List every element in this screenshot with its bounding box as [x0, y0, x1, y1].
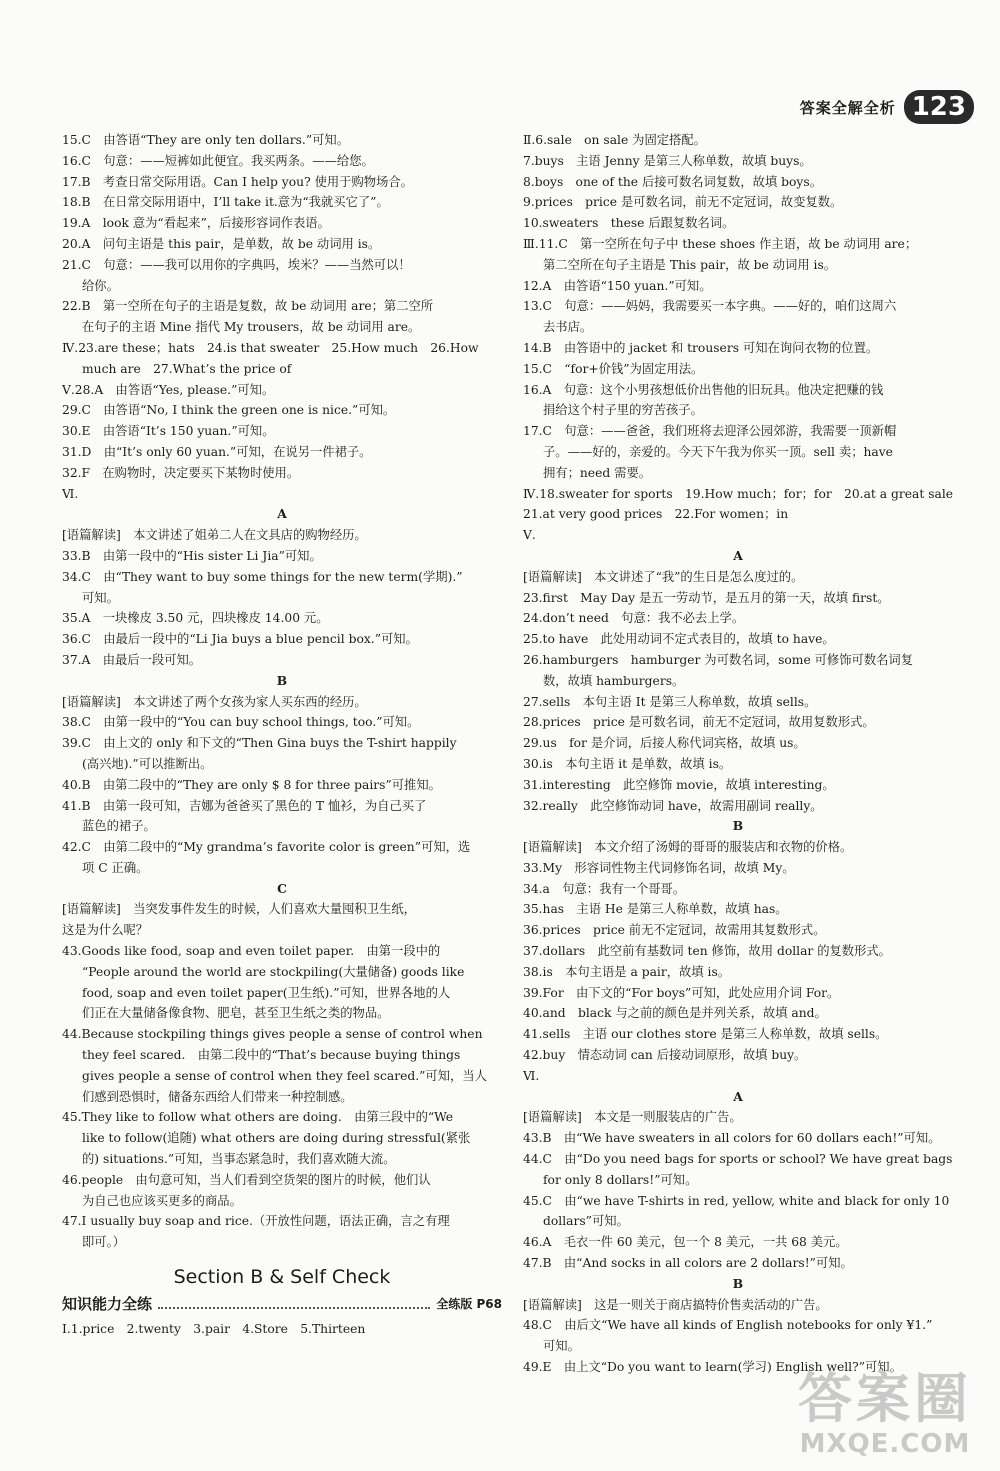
answer-line: 12.A 由答语“150 yuan.”可知。	[523, 278, 712, 293]
answer-line: like to follow(追随) what others are doing during stressful(紧张	[82, 1131, 471, 1146]
answer-line: 39.C 由上文的 only 和下文的“Then Gina buys the T-shirt happily	[62, 736, 457, 751]
answer-line: 35.A 一块橡皮 3.50 元，四块橡皮 14.00 元。	[62, 611, 329, 626]
answer-line: Ⅴ.28.A 由答语“Yes, please.”可知。	[62, 382, 275, 397]
page-header	[800, 90, 974, 124]
answer-line: 34.C 由“They want to buy some things for the new term(学期).”	[62, 569, 463, 584]
answer-line: 33.B 由第一段中的“His sister Li Jia”可知。	[62, 548, 322, 563]
answer-line: they feel scared. 由第二段中的“That’s because buying things	[82, 1048, 461, 1063]
answer-line: 28.prices price 是可数名词，前无不定冠词，故用复数形式。	[523, 715, 875, 730]
practice-page-ref: 全练版 P68	[436, 1296, 502, 1311]
answer-line: 42.C 由第二段中的“My grandma’s favorite color is green”可知，选	[62, 840, 471, 855]
answer-line: 32.really 此空修饰动词 have，故需用副词 really。	[523, 798, 823, 813]
answer-line: 项 C 正确。	[82, 860, 149, 875]
answer-line: 30.is 本句主语 it 是单数，故填 is。	[523, 756, 732, 771]
answer-line: 40.B 由第二段中的“They are only $ 8 for three pairs”可推知。	[62, 777, 441, 792]
answer-line: 在句子的主语 Mine 指代 My trousers，故 be 动词用 are。	[82, 320, 421, 335]
answer-line: B	[732, 818, 744, 834]
answer-line: [语篇解读] 这是一则关于商店搞特价售卖活动的广告。	[523, 1297, 828, 1312]
answer-line: A	[733, 547, 743, 563]
left-answer-list	[62, 130, 502, 1253]
answer-line: 们感到恐惧时，储备东西给人们带来一种控制感。	[82, 1089, 353, 1104]
answer-line: 数，故填 hamburgers。	[543, 673, 685, 688]
answer-line: gives people a sense of control when they feel scared.”可知，当人	[82, 1068, 487, 1083]
answer-line: 38.is 本句主语是 a pair，故填 is。	[523, 964, 731, 979]
answer-line: 46.people 由句意可知，当人们看到空货架的图片的时候，他们认	[62, 1172, 431, 1187]
answer-line: 9.prices price 是可数名词，前无不定冠词，故变复数。	[523, 195, 843, 210]
answer-line: 14.B 由答语中的 jacket 和 trousers 可知在询问衣物的位置。	[523, 340, 879, 355]
answer-line: 拥有；need 需要。	[543, 465, 652, 480]
dotted-leader	[158, 1299, 430, 1309]
answer-line: B	[732, 1275, 744, 1291]
answer-line: 33.My 形容词性物主代词修饰名词，故填 My。	[523, 860, 795, 875]
answer-line: [语篇解读] 本文介绍了汤姆的哥哥的服装店和衣物的价格。	[523, 840, 853, 855]
answer-line: C	[277, 880, 287, 896]
answer-line: 18.B 在日常交际用语中，I’ll take it.意为“我就买它了”。	[62, 195, 389, 210]
answer-line: 49.E 由上文“Do you want to learn(学习) English well?”可知。	[523, 1360, 902, 1375]
answer-line: 31.interesting 此空修饰 movie，故填 interesting。	[523, 777, 835, 792]
left-column	[62, 130, 502, 1339]
watermark-url: MXQE.COM	[799, 1429, 971, 1459]
answer-line: 们正在大量储备像食物、肥皂，甚至卫生纸之类的物品。	[82, 1006, 390, 1021]
answer-line: 27.sells 本句主语 It 是第三人称单数，故填 sells。	[523, 694, 817, 709]
answer-line: “People around the world are stockpiling(大量储备) goods like	[82, 964, 465, 979]
answer-line: 24.don’t need 句意：我不必去上学。	[523, 611, 745, 626]
answer-line: Ⅳ.18.sweater for sports 19.How much；for；for 20.at a great sale	[523, 486, 953, 501]
answer-line: 29.us for 是介词，后接人称代词宾格，故填 us。	[523, 736, 806, 751]
answer-line: 41.sells 主语 our clothes store 是第三人称单数，故填 sells。	[523, 1027, 888, 1042]
answer-line: 46.A 毛衣一件 60 美元，包一个 8 美元，一共 68 美元。	[523, 1235, 848, 1250]
answer-line: 16.C 句意：——短裤如此便宜。我买两条。——给您。	[62, 153, 374, 168]
answer-line: 23.first May Day 是五一劳动节，是五月的第一天，故填 first。	[523, 590, 890, 605]
answer-line: 蓝色的裙子。	[82, 819, 156, 834]
answer-line: 给你。	[82, 278, 119, 293]
answer-line: 21.at very good prices 22.For women；in	[523, 507, 789, 522]
answer-line: Ⅲ.11.C 第一空所在句子中 these shoes 作主语，故 be 动词用 are；	[523, 236, 918, 251]
answer-line: 48.C 由后文“We have all kinds of English notebooks for only ¥1.”	[523, 1318, 933, 1333]
answer-line: 17.B 考查日常交际用语。Can I help you? 使用于购物场合。	[62, 174, 413, 189]
right-column	[523, 130, 953, 1378]
watermark-logo: 答案圈	[798, 1367, 972, 1430]
answer-line: 22.B 第一空所在句子的主语是复数，故 be 动词用 are；第二空所	[62, 299, 434, 314]
answer-line: 为自己也应该买更多的商品。	[82, 1193, 242, 1208]
answer-line: [语篇解读] 本文讲述了姐弟二人在文具店的购物经历。	[62, 528, 367, 543]
answer-line: B	[276, 672, 288, 688]
practice-label: 知识能力全练	[62, 1294, 153, 1313]
answer-line: 35.has 主语 He 是第三人称单数，故填 has。	[523, 902, 788, 917]
answer-line: 20.A 问句主语是 this pair，是单数，故 be 动词用 is。	[62, 236, 381, 251]
answer-line: 42.buy 情态动词 can 后接动词原形，故填 buy。	[523, 1048, 807, 1063]
answer-line: 44.C 由“Do you need bags for sports or school? We have great bags	[523, 1152, 953, 1167]
answer-line: Ⅵ.	[62, 486, 79, 501]
answer-line: 去书店。	[543, 320, 593, 335]
answer-line: 45.C 由“we have T-shirts in red, yellow, white and black for only 10	[523, 1193, 950, 1208]
answer-line: food, soap and even toilet paper(卫生纸).”可知，世界各地的人	[82, 985, 451, 1000]
answer-line: 32.F 在购物时，决定要买下某物时使用。	[62, 465, 300, 480]
answer-line: 8.boys one of the 后接可数名词复数，故填 boys。	[523, 174, 822, 189]
answer-line: 17.C 句意：——爸爸，我们班将去迎泽公园郊游，我需要一顶新帽	[523, 424, 897, 439]
section-answers: Ⅰ.1.price 2.twenty 3.pair 4.Store 5.Thirteen	[62, 1321, 366, 1336]
watermark	[798, 1369, 972, 1459]
answer-line: 第二空所在句子主语是 This pair，故 be 动词用 is。	[543, 257, 837, 272]
answer-line: 21.C 句意：——我可以用你的字典吗，埃米？——当然可以！	[62, 257, 411, 272]
answer-line: Ⅴ.	[523, 528, 536, 543]
answer-line: 39.For 由下文的“For boys”可知，此处应用介词 For。	[523, 985, 840, 1000]
answer-line: 37.A 由最后一段可知。	[62, 652, 202, 667]
answer-line: dollars”可知。	[543, 1214, 629, 1229]
answer-line: 子。——好的，亲爱的。今天下午我为你买一顶。sell 卖；have	[543, 444, 893, 459]
answer-line: 29.C 由答语“No, I think the green one is nice.”可知。	[62, 403, 396, 418]
answer-line: 43.Goods like food, soap and even toilet paper. 由第一段中的	[62, 944, 441, 959]
answer-line: 16.A 句意：这个小男孩想低价出售他的旧玩具。他决定把赚的钱	[523, 382, 884, 397]
answer-line: A	[277, 506, 287, 522]
answer-line: 37.dollars 此空前有基数词 ten 修饰，故用 dollar 的复数形式。	[523, 944, 891, 959]
answer-line: Ⅳ.23.are these；hats 24.is that sweater 25.How much 26.How	[62, 340, 479, 355]
answer-line: 30.E 由答语“It’s 150 yuan.”可知。	[62, 424, 275, 439]
answer-line: 36.C 由最后一段中的“Li Jia buys a blue pencil box.”可知。	[62, 632, 418, 647]
answer-line: 25.to have 此处用动词不定式表目的，故填 to have。	[523, 632, 835, 647]
answer-line: Ⅵ.	[523, 1068, 540, 1083]
answer-line: [语篇解读] 当突发事件发生的时候，人们喜欢大量囤积卫生纸，	[62, 902, 416, 917]
answer-line: 47.B 由“And socks in all colors are 2 dollars!”可知。	[523, 1256, 853, 1271]
answer-line: 15.C 由答语“They are only ten dollars.”可知。	[62, 133, 349, 147]
answer-line: much are 27.What’s the price of	[82, 361, 292, 376]
answer-line: 15.C “for+价钱”为固定用法。	[523, 361, 704, 376]
answer-line: 38.C 由第一段中的“You can buy school things, too.”可知。	[62, 715, 420, 730]
answer-line: 36.prices price 前无不定冠词，故需用其复数形式。	[523, 923, 826, 938]
answer-line: 44.Because stockpiling things gives people a sense of control when	[62, 1027, 483, 1042]
answer-line: (高兴地).”可以推断出。	[82, 756, 213, 771]
answer-line: 这是为什么呢？	[62, 923, 149, 938]
answer-line: 40.and black 与之前的颜色是并列关系，故填 and。	[523, 1006, 827, 1021]
answer-line: A	[733, 1088, 743, 1104]
practice-bar	[62, 1294, 502, 1315]
page-number: 123	[904, 90, 974, 124]
answer-line: 41.B 由第一段可知，吉娜为爸爸买了黑色的 T 恤衫，为自己买了	[62, 798, 427, 813]
answer-line: 19.A look 意为“看起来”，后接形容词作表语。	[62, 216, 330, 231]
answer-line: 的) situations.”可知，当事态紧急时，我们喜欢随大流。	[82, 1152, 396, 1167]
answer-line: Ⅱ.6.sale on sale 为固定搭配。	[523, 133, 706, 147]
answer-line: 13.C 句意：——妈妈，我需要买一本字典。——好的，咱们这周六	[523, 299, 897, 314]
answer-line: [语篇解读] 本文讲述了两个女孩为家人买东西的经历。	[62, 694, 367, 709]
answer-line: 7.buys 主语 Jenny 是第三人称单数，故填 buys。	[523, 153, 812, 168]
answer-line: 31.D 由“It’s only 60 yuan.”可知，在说另一件裙子。	[62, 444, 372, 459]
answer-line: for only 8 dollars!”可知。	[543, 1172, 698, 1187]
header-title: 答案全解全析	[799, 98, 896, 117]
answer-line: 即可。）	[82, 1235, 126, 1250]
answer-line: 43.B 由“We have sweaters in all colors for 60 dollars each!”可知。	[523, 1131, 941, 1146]
answer-line: 26.hamburgers hamburger 为可数名词，some 可修饰可数名词复	[523, 652, 914, 667]
answer-line: 45.They like to follow what others are doing. 由第三段中的“We	[62, 1110, 454, 1125]
answer-line: 34.a 句意：我有一个哥哥。	[523, 881, 686, 896]
answer-line: 捐给这个村子里的穷苦孩子。	[543, 403, 703, 418]
answer-line: 47.I usually buy soap and rice.（开放性问题，语法正确，言之有理	[62, 1214, 450, 1229]
answer-line: [语篇解读] 本文是一则服装店的广告。	[523, 1110, 742, 1125]
right-answer-list	[523, 130, 953, 1378]
section-title: Section B & Self Check	[173, 1266, 391, 1289]
answer-line: [语篇解读] 本文讲述了“我”的生日是怎么度过的。	[523, 569, 804, 584]
answer-line: 10.sweaters these 后跟复数名词。	[523, 216, 735, 231]
answer-line: 可知。	[82, 590, 119, 605]
answer-line: 可知。	[543, 1339, 580, 1354]
